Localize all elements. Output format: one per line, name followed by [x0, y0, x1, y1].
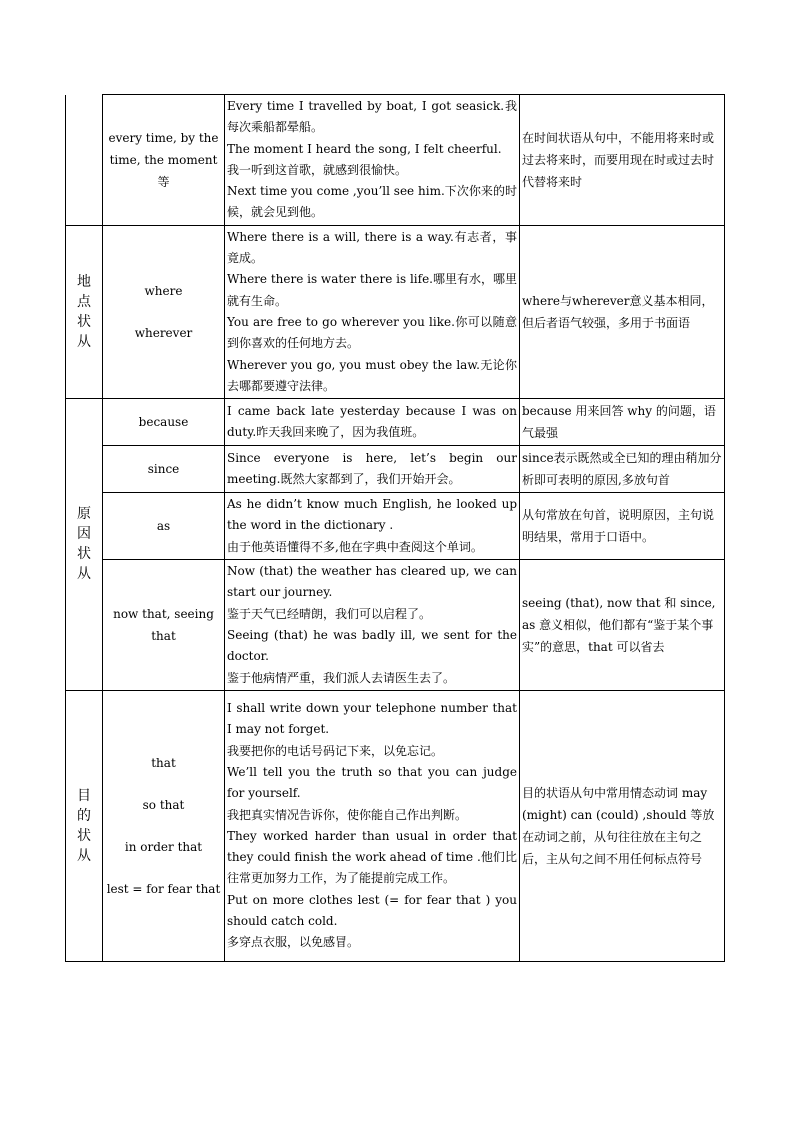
example-sentence: 鉴于天气已经晴朗，我们可以启程了。 — [227, 606, 432, 621]
example-sentence: Wherever you go, you must obey the law.无论你去哪都要遵守法律。 — [227, 357, 517, 393]
note-cell-since — [520, 446, 725, 493]
examples-cell-because — [225, 399, 520, 446]
adverbial-clause-table — [65, 94, 725, 962]
example-sentence: I shall write down your telephone number that I may not forget. — [227, 701, 517, 737]
example-sentence: Put on more clothes lest (= for fear that ) you should catch cold. — [227, 892, 517, 929]
conjunction-cell-now-that — [103, 560, 225, 691]
clause-type-char: 因 — [77, 526, 91, 543]
table-row-reason-now-that — [66, 560, 725, 691]
conjunction-cell-because — [103, 399, 225, 446]
clause-type-char: 状 — [77, 313, 91, 330]
example-sentence: They worked harder than usual in order that they could finish the work ahead of time .他们比往常更加努力工作，为了能提前完成工作。 — [227, 828, 517, 886]
conjunction-cell-time — [103, 95, 225, 226]
clause-type-char: 点 — [77, 293, 91, 310]
clause-type-char: 从 — [77, 333, 91, 350]
example-sentence: Since everyone is here, let’s begin our meeting.既然大家都到了，我们开始开会。 — [227, 450, 517, 487]
example-sentence: 由于他英语懂得不多,他在字典中查阅这个单词。 — [227, 539, 483, 554]
conjunction-cell-since — [103, 446, 225, 493]
clause-type-char: 状 — [77, 827, 91, 844]
example-sentence: 我一听到这首歌，就感到很愉快。 — [227, 162, 408, 177]
example-sentence: Seeing (that) he was badly ill, we sent for the doctor. — [227, 627, 517, 664]
example-sentence: Every time I travelled by boat, I got seasick.我每次乘船都晕船。 — [227, 99, 517, 135]
examples-cell-as — [225, 493, 520, 560]
conjunction-text: every time, by the time, the moment 等 — [108, 130, 219, 189]
usage-note: seeing (that), now that 和 since, as 意义相似，他们都有“鉴于某个事实”的意思，that 可以省去 — [522, 595, 716, 654]
example-sentence: I came back late yesterday because I was on duty.昨天我回来晚了，因为我值班。 — [227, 403, 517, 440]
conjunction-cell-purpose — [103, 690, 225, 961]
table-row-reason-as — [66, 493, 725, 560]
conjunction-text: as — [156, 519, 171, 534]
usage-note: 在时间状语从句中，不能用将来时或过去将来时，而要用现在时或过去时代替将来时 — [522, 130, 715, 189]
conjunction-cell-as — [103, 493, 225, 560]
example-sentence: 鉴于他病情严重，我们派人去请医生去了。 — [227, 670, 456, 685]
examples-cell-place — [225, 225, 520, 398]
clause-type-cell-purpose — [66, 690, 103, 961]
example-sentence: 我把真实情况告诉你，使你能自己作出判断。 — [227, 807, 468, 822]
clause-type-char: 目 — [77, 787, 91, 804]
table-row-place — [66, 225, 725, 398]
clause-type-cell-reason — [66, 399, 103, 691]
examples-cell-purpose — [225, 690, 520, 961]
note-cell-time — [520, 95, 725, 226]
conjunction-text: in order that — [124, 839, 203, 854]
clause-type-cell-time — [66, 95, 103, 226]
clause-type-cell-place — [66, 225, 103, 398]
usage-note: 从句常放在句首，说明原因，主句说明结果，常用于口语中。 — [522, 508, 715, 545]
note-cell-because — [520, 399, 725, 446]
clause-type-char: 从 — [77, 847, 91, 864]
table-row-purpose — [66, 690, 725, 961]
usage-note: because 用来回答 why 的问题，语气最强 — [522, 404, 716, 441]
table-row-reason-because — [66, 399, 725, 446]
clause-type-char: 的 — [77, 807, 91, 824]
example-sentence: We’ll tell you the truth so that you can judge for yourself. — [227, 764, 517, 801]
conjunction-text: since — [147, 462, 180, 477]
example-sentence: You are free to go wherever you like.你可以随意到你喜欢的任何地方去。 — [227, 314, 517, 351]
usage-note: 目的状语从句中常用情态动词 may (might) can (could) ,should 等放在动词之前，从句往往放在主句之后，主从句之间不用任何标点符号 — [522, 785, 715, 866]
examples-cell-time — [225, 95, 520, 226]
example-sentence: Next time you come ,you’ll see him.下次你来的时候，就会见到他。 — [227, 184, 517, 220]
usage-note: since表示既然或全已知的理由稍加分析即可表明的原因,多放句首 — [522, 451, 722, 488]
note-cell-purpose — [520, 690, 725, 961]
conjunction-text: lest = for fear that — [106, 881, 221, 896]
examples-cell-since — [225, 446, 520, 493]
table-row-reason-since — [66, 446, 725, 493]
conjunction-text: so that — [142, 797, 185, 812]
example-sentence: The moment I heard the song, I felt cheerful. — [227, 141, 502, 156]
note-cell-now-that — [520, 560, 725, 691]
clause-type-char: 从 — [77, 566, 91, 583]
conjunction-cell-place — [103, 225, 225, 398]
examples-cell-now-that — [225, 560, 520, 691]
clause-type-char: 状 — [77, 546, 91, 563]
example-sentence: Where there is water there is life.哪里有水，哪里就有生命。 — [227, 272, 517, 308]
note-cell-place — [520, 225, 725, 398]
example-sentence: As he didn’t know much English, he looked up the word in the dictionary . — [227, 497, 517, 533]
example-sentence: Where there is a will, there is a way.有志者，事竟成。 — [227, 229, 517, 266]
note-cell-as — [520, 493, 725, 560]
conjunction-text: wherever — [134, 325, 193, 340]
clause-type-char: 地 — [77, 273, 91, 290]
usage-note: where与wherever意义基本相同，但后者语气较强，多用于书面语 — [522, 293, 714, 330]
clause-type-char: 原 — [77, 506, 91, 523]
example-sentence: 多穿点衣服，以免感冒。 — [227, 935, 360, 950]
conjunction-text: because — [138, 415, 189, 430]
table-row-time — [66, 95, 725, 226]
example-sentence: 我要把你的电话号码记下来，以免忘记。 — [227, 743, 444, 758]
conjunction-text: where — [144, 283, 183, 298]
example-sentence: Now (that) the weather has cleared up, we can start our journey. — [227, 564, 517, 600]
conjunction-text: now that, seeing that — [113, 606, 214, 643]
conjunction-text: that — [151, 755, 176, 770]
